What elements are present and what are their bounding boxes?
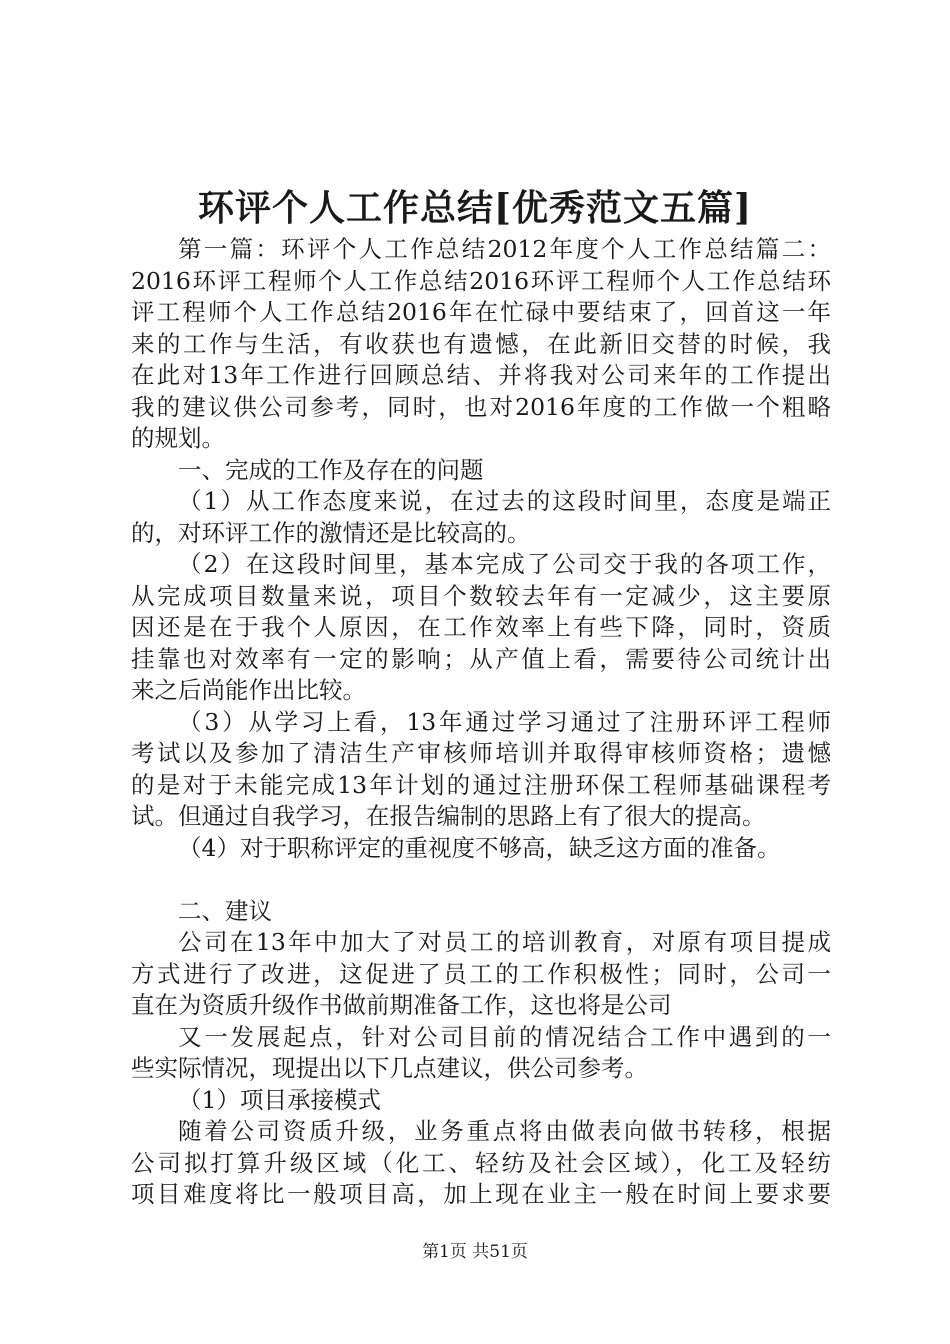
text-line: 第一篇：环评个人工作总结2012年度个人工作总结篇二： xyxy=(178,235,831,263)
text-line: 考试以及参加了清洁生产审核师培训并取得审核师资格；遗憾 xyxy=(131,739,831,767)
section-heading: 一、完成的工作及存在的问题 xyxy=(178,455,484,484)
text-line: （1）从工作态度来说，在过去的这段时间里，态度是端正 xyxy=(178,487,831,515)
text-line: （3）从学习上看，13年通过学习通过了注册环评工程师 xyxy=(178,707,831,736)
text-line: 的规划。 xyxy=(131,424,225,452)
document-title: 环评个人工作总结[优秀范文五篇] xyxy=(197,187,753,229)
subsection-heading: （1）项目承接模式 xyxy=(178,1085,381,1114)
text-line: 项目难度将比一般项目高，加上现在业主一般在时间上要求要 xyxy=(131,1180,831,1208)
text-line: 公司在13年中加大了对员工的培训教育，对原有项目提成 xyxy=(178,928,831,956)
text-line: 我的建议供公司参考，同时，也对2016年度的工作做一个粗略 xyxy=(131,392,831,421)
text-line: 的，对环评工作的激情还是比较高的。 xyxy=(131,518,531,547)
text-line: 从完成项目数量来说，项目个数较去年有一定减少，这主要原 xyxy=(131,581,831,610)
text-line: 试。但通过自我学习，在报告编制的思路上有了很大的提高。 xyxy=(131,802,766,830)
text-line: 些实际情况，现提出以下几点建议，供公司参考。 xyxy=(131,1054,648,1082)
text-line: （2）在这段时间里，基本完成了公司交于我的各项工作， xyxy=(178,550,831,578)
text-line: （4）对于职称评定的重视度不够高，缺乏这方面的准备。 xyxy=(178,833,781,862)
text-line: 2016环评工程师个人工作总结2016环评工程师个人工作总结环 xyxy=(131,266,831,295)
text-line: 因还是在于我个人原因，在工作效率上有些下降，同时，资质 xyxy=(131,613,831,641)
document-body xyxy=(131,234,831,1211)
text-line: 又一发展起点，针对公司目前的情况结合工作中遇到的一 xyxy=(178,1022,831,1051)
text-line: 的是对于未能完成13年计划的通过注册环保工程师基础课程考 xyxy=(131,770,831,799)
text-line: 在此对13年工作进行回顾总结、并将我对公司来年的工作提出 xyxy=(131,361,831,389)
section-heading: 二、建议 xyxy=(178,896,272,925)
text-line: 挂靠也对效率有一定的影响；从产值上看，需要待公司统计出 xyxy=(131,644,831,673)
text-line: 直在为资质升级作书做前期准备工作，这也将是公司 xyxy=(131,991,672,1019)
text-line: 来之后尚能作出比较。 xyxy=(131,676,366,704)
text-line: 公司拟打算升级区域（化工、轻纺及社会区域），化工及轻纺 xyxy=(131,1148,831,1177)
text-line: 方式进行了改进，这促进了员工的工作积极性；同时，公司一 xyxy=(131,959,831,988)
text-line: 来的工作与生活，有收获也有遗憾，在此新旧交替的时候，我 xyxy=(131,329,831,358)
blank-line xyxy=(131,864,831,896)
text-line: 随着公司资质升级，业务重点将由做表向做书转移，根据 xyxy=(178,1117,831,1145)
text-line: 评工程师个人工作总结2016年在忙碌中要结束了，回首这一年 xyxy=(131,298,831,326)
page-footer: 第1页 共51页 xyxy=(422,1242,528,1262)
